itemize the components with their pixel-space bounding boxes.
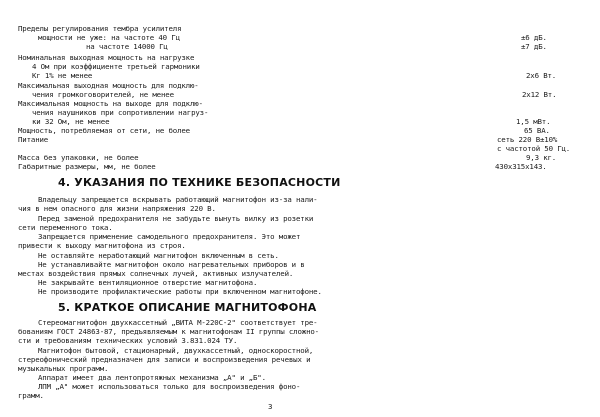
paragraph-line: Магнитофон бытовой, стационарный, двухкассетный, односкоростной, (38, 346, 314, 355)
paragraph-line: грамм. (18, 391, 44, 400)
spec-value: ±7 дБ. (521, 42, 547, 51)
paragraph-line: Аппарат имеет два лентопротяжных механизма „А" и „Б". (38, 373, 266, 382)
spec-value: 430х315х143. (495, 162, 547, 171)
paragraph-line: Не закрывайте вентиляционное отверстие магнитофона. (38, 278, 258, 287)
paragraph-line: Запрещается применение самодельного предохранителя. Это может (38, 232, 301, 241)
paragraph-line: музыкальных программ. (18, 364, 109, 373)
spec-label: Кг 1% не менее (32, 71, 93, 80)
spec-value: ±6 дБ. (521, 33, 547, 42)
spec-label: на частоте 14000 Гц (86, 42, 168, 51)
spec-label: ки 32 Ом, не менее (32, 117, 110, 126)
paragraph-line: сети переменного тока. (18, 223, 113, 232)
spec-value: с частотой 50 Гц. (497, 144, 571, 153)
paragraph-line: Перед заменой предохранителя не забудьте вынуть вилку из розетки (38, 214, 314, 223)
paragraph-line: привести к выходу магнитофона из строя. (18, 241, 186, 250)
paragraph-line: Владельцу запрещается вскрывать работающий магнитофон из-за нали- (38, 195, 318, 204)
spec-label: Габаритные размеры, мм, не более (18, 162, 156, 171)
spec-label: Масса без упаковки, не более (18, 153, 139, 162)
paragraph-line: чия в нем опасного для жизни напряжения 220 В. (18, 204, 216, 213)
paragraph-line: Не производите профилактические работы при включенном магнитофоне. (38, 287, 322, 296)
section-heading-description: 5. КРАТКОЕ ОПИСАНИЕ МАГНИТОФОНА (58, 301, 317, 314)
spec-value: 1,5 мВт. (516, 117, 551, 126)
spec-value: 65 ВА. (524, 126, 550, 135)
paragraph-line: Не устанавливайте магнитофон около нагревательных приборов и в (38, 260, 305, 269)
paragraph-line: ЛПМ „А" может использоваться только для воспроизведения фоно- (38, 382, 301, 391)
paragraph-line: Стереомагнитофон двухкассетный „ВИТА М-220С-2" соответствует тре- (38, 318, 318, 327)
page-number: 3 (268, 402, 273, 411)
paragraph-line: Не оставляйте неработающий магнитофон включенным в сеть. (38, 251, 279, 260)
spec-label: мощности не уже: на частоте 40 Гц (38, 33, 180, 42)
spec-label: Максимальная выходная мощность для подклю- (18, 81, 199, 90)
spec-label: Питание (18, 135, 49, 144)
spec-label: 4 Ом при коэффициенте третьей гармоники (32, 62, 200, 71)
section-heading-safety: 4. УКАЗАНИЯ ПО ТЕХНИКЕ БЕЗОПАСНОСТИ (58, 176, 341, 189)
spec-value: 2х6 Вт. (526, 71, 557, 80)
spec-value: сеть 220 В±10% (497, 135, 558, 144)
spec-label: чения наушников при сопротивлении нагруз- (32, 108, 209, 117)
spec-label: чения громкоговорителей, не менее (32, 90, 174, 99)
paragraph-line: бованиям ГОСТ 24863-87, предъявляемым к магнитофонам II группы сложно- (18, 327, 319, 336)
spec-label: Мощность, потребляемая от сети, не более (18, 126, 190, 135)
spec-value: 2х12 Вт. (522, 90, 557, 99)
spec-value: 9,3 кг. (526, 153, 557, 162)
spec-label: Номинальная выходная мощность на нагрузке (18, 53, 195, 62)
paragraph-line: сти и требованиям технических условий 3.831.024 ТУ. (18, 336, 238, 345)
spec-label: Максимальная мощность на выходе для подклю- (18, 99, 203, 108)
paragraph-line: стереофонический предназначен для записи и воспроизведения речевых и (18, 355, 311, 364)
paragraph-line: местах воздействия прямых солнечных лучей, активных излучателей. (18, 269, 294, 278)
spec-label: Пределы регулирования тембра усилителя (18, 24, 182, 33)
